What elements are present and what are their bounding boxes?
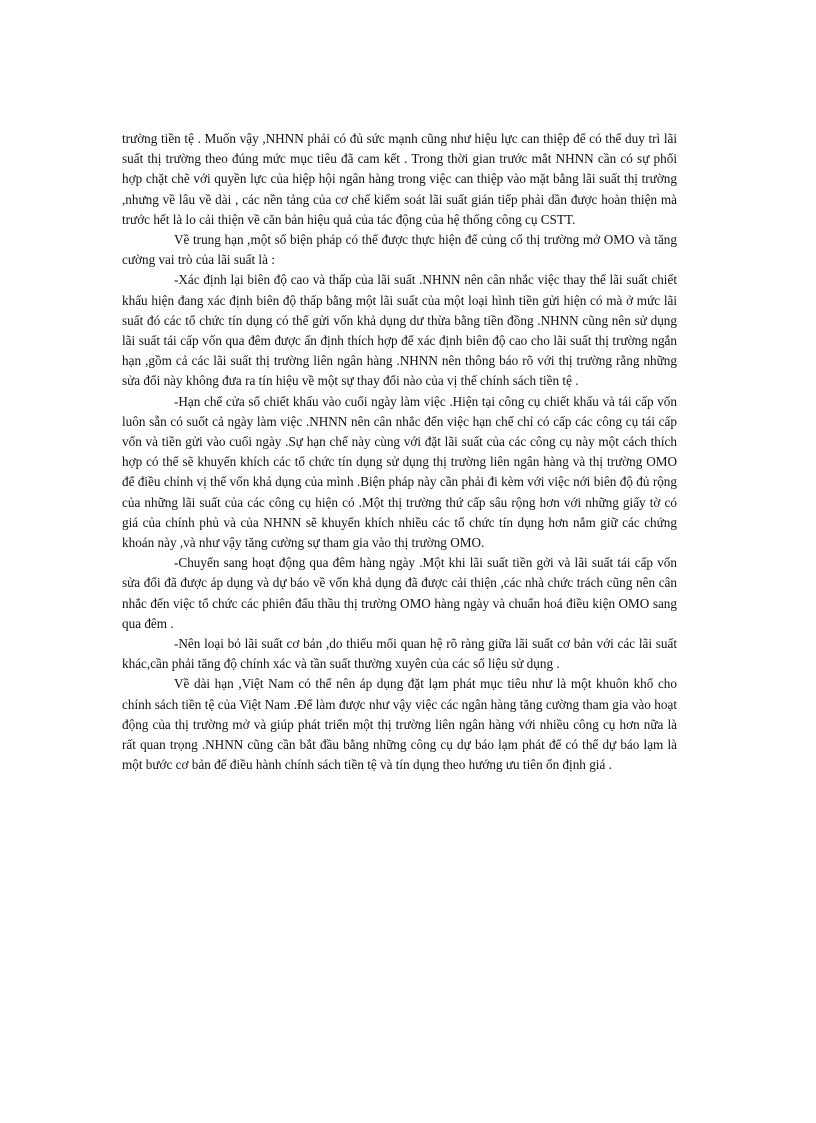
document-page	[122, 129, 677, 776]
paragraph-interest-bands: -Xác định lại biên độ cao và thấp của lãi suất .NHNN nên cân nhắc việc thay thế lãi suất chiết khấu hiện đang xác định biên độ thấp bằng một lãi suất của một loại hình tiền gửi hiện có mà ở mức lãi suất đó các tổ chức tín dụng có thể gửi vốn khả dụng dư thừa bằng tiền đồng .NHNN cũng nên sử dụng lãi suất tái cấp vốn qua đêm được ấn định thích hợp để xác định biên độ cao cho lãi suất thị trường ngắn hạn ,gồm cả các lãi suất thị trường liên ngân hàng .NHNN nên thông báo rõ với thị trường rằng những sửa đổi này không đưa ra tín hiệu về một sự thay đổi nào của vị thế chính sách tiền tệ .	[122, 272, 677, 389]
paragraph-long-term: Về dài hạn ,Việt Nam có thể nên áp dụng đặt lạm phát mục tiêu như là một khuôn khổ cho chính sách tiền tệ của Việt Nam .Để làm được như vậy việc các ngân hàng tăng cường tham gia vào hoạt động của thị trường mở và giúp phát triển một thị trường liên ngân hàng với nhiều công cụ hơn nữa là rất quan trọng .NHNN cũng cần bắt đầu bằng những công cụ dự báo lạm phát để có thể dự báo lạm là một bước cơ bản để điều hành chính sách tiền tệ và tín dụng theo hướng ưu tiên ổn định giá .	[122, 676, 677, 773]
paragraph-discount-window: -Hạn chế cửa sổ chiết khấu vào cuối ngày làm việc .Hiện tại công cụ chiết khấu và tái cấp vốn luôn sẵn có suốt cả ngày làm việc .NHNN nên cân nhắc đến việc hạn chế chỉ có cấp các công cụ tái cấp vốn và tiền gửi vào cuối ngày .Sự hạn chế này cùng với đặt lãi suất của các công cụ này một cách thích hợp có thể sẽ khuyến khích các tổ chức tín dụng sử dụng thị trường liên ngân hàng và thị trường OMO để điều chỉnh vị thế vốn khả dụng của mình .Biện pháp này cần phải đi kèm với việc nới biên độ đủ rộng của những lãi suất của các công cụ hiện có .Một thị trường thứ cấp sâu rộng hơn với những giấy tờ có giá của chính phủ và của NHNN sẽ khuyến khích nhiều các tổ chức tín dụng hơn nắm giữ các chứng khoán này ,và như vậy tăng cường sự tham gia vào thị trường OMO.	[122, 393, 677, 551]
paragraph-intro: trường tiền tệ . Muốn vậy ,NHNN phải có đủ sức mạnh cũng như hiệu lực can thiệp để có thể duy trì lãi suất thị trường theo đúng mức mục tiêu đã cam kết . Trong thời gian trước mắt NHNN cần có sự phối hợp chặt chẽ với quyền lực của hiệp hội ngân hàng trong việc can thiệp vào mặt bằng lãi suất thị trường ,nhưng về lâu về dài , các nền tảng của cơ chế kiểm soát lãi suất gián tiếp phải dần được hoàn thiện mà trước hết là lo cải thiện về căn bản hiệu quả của tác động của hệ thống công cụ CSTT.	[122, 131, 677, 227]
paragraph-medium-term: Về trung hạn ,một số biện pháp có thể được thực hiện để củng cố thị trường mở OMO và tăng cường vai trò của lãi suất là :	[122, 232, 677, 268]
paragraph-base-rate: -Nên loại bỏ lãi suất cơ bản ,do thiếu mối quan hệ rõ ràng giữa lãi suất cơ bản với các lãi suất khác,cần phải tăng độ chính xác và tần suất thường xuyên của các số liệu sử dụng .	[122, 636, 677, 672]
paragraph-overnight-operations: -Chuyển sang hoạt động qua đêm hàng ngày .Một khi lãi suất tiền gởi và lãi suất tái cấp vốn sửa đổi đã được áp dụng và dự báo về vốn khả dụng đã được cải thiện ,các nhà chức trách cũng nên cân nhắc đến việc tổ chức các phiên đấu thầu thị trường OMO hàng ngày và chuẩn hoá điều kiện OMO sang qua đêm .	[122, 555, 677, 631]
